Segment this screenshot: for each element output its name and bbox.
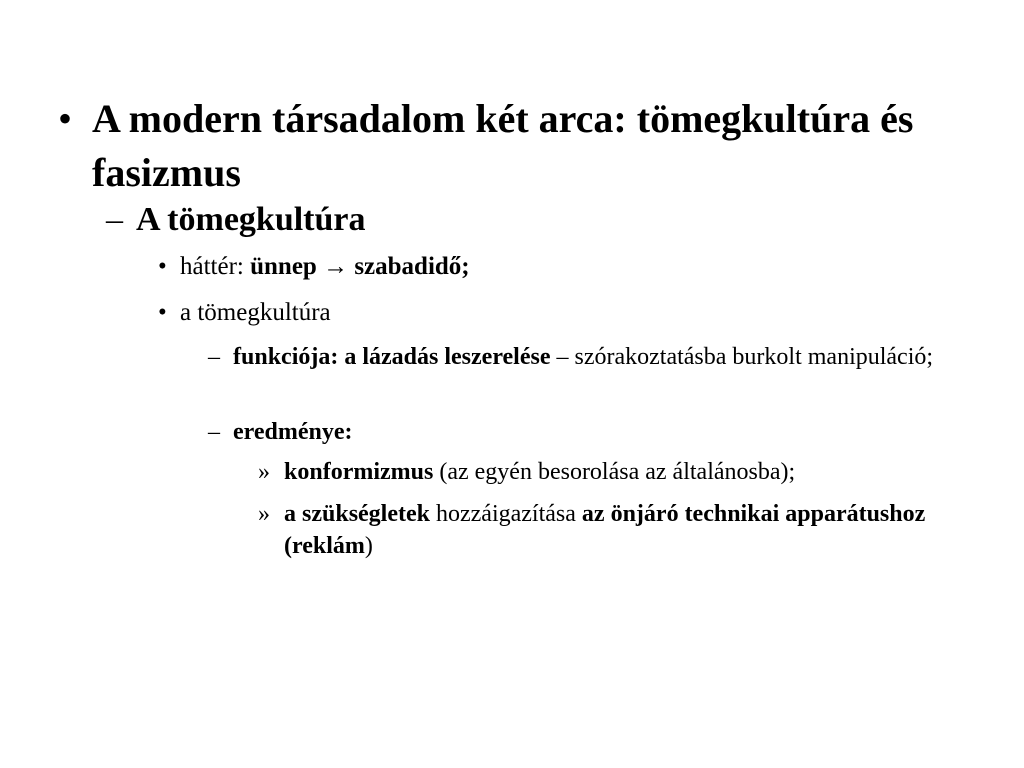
bullet-eredmenye bbox=[208, 416, 998, 448]
subheading: A tömegkultúra bbox=[136, 201, 366, 238]
funkcio-text bbox=[233, 341, 998, 373]
chevron-marker: » bbox=[258, 501, 270, 527]
bullet-konformizmus bbox=[258, 456, 948, 488]
dash-marker: – bbox=[106, 201, 123, 238]
bullet-szuksegletek bbox=[258, 498, 948, 562]
funkcio-rest: – szórakoztatásba burkolt manipuláció; bbox=[550, 344, 934, 370]
chevron-marker: » bbox=[258, 459, 270, 485]
main-bullet bbox=[58, 92, 988, 200]
funkcio-bold: funkciója: a lázadás leszerelése bbox=[233, 344, 551, 370]
szuksegletek-text bbox=[284, 498, 948, 562]
konformizmus-rest: (az egyén besorolása az általánosba); bbox=[433, 459, 796, 485]
szuksegletek-mid: hozzáigazítása bbox=[430, 501, 582, 527]
bullet-marker: • bbox=[58, 96, 73, 141]
hatter-text bbox=[180, 250, 998, 284]
szuksegletek-bold2: az önjáró technikai apparátushoz (reklám bbox=[284, 501, 926, 559]
bullet-marker: • bbox=[158, 253, 167, 280]
konformizmus-text bbox=[284, 456, 948, 488]
hatter-label: háttér: bbox=[180, 253, 251, 280]
szuksegletek-bold1: a szükségletek bbox=[284, 501, 430, 527]
konformizmus-bold: konformizmus bbox=[284, 459, 434, 485]
bullet-funkcio bbox=[208, 341, 998, 373]
szuksegletek-end: ) bbox=[364, 533, 373, 559]
bullet-hatter bbox=[158, 250, 998, 284]
bullet-marker: • bbox=[158, 299, 167, 326]
sub-bullet bbox=[106, 198, 986, 242]
eredmenye-text: eredménye: bbox=[233, 419, 353, 445]
bullet-tomegkultura bbox=[158, 296, 998, 330]
dash-marker: – bbox=[208, 344, 220, 370]
tomegkultura-text: a tömegkultúra bbox=[180, 299, 331, 326]
main-heading: A modern társadalom két arca: tömegkultúra és fasizmus bbox=[92, 96, 914, 195]
dash-marker: – bbox=[208, 419, 220, 445]
hatter-bold: ünnep → szabadidő; bbox=[250, 253, 470, 280]
